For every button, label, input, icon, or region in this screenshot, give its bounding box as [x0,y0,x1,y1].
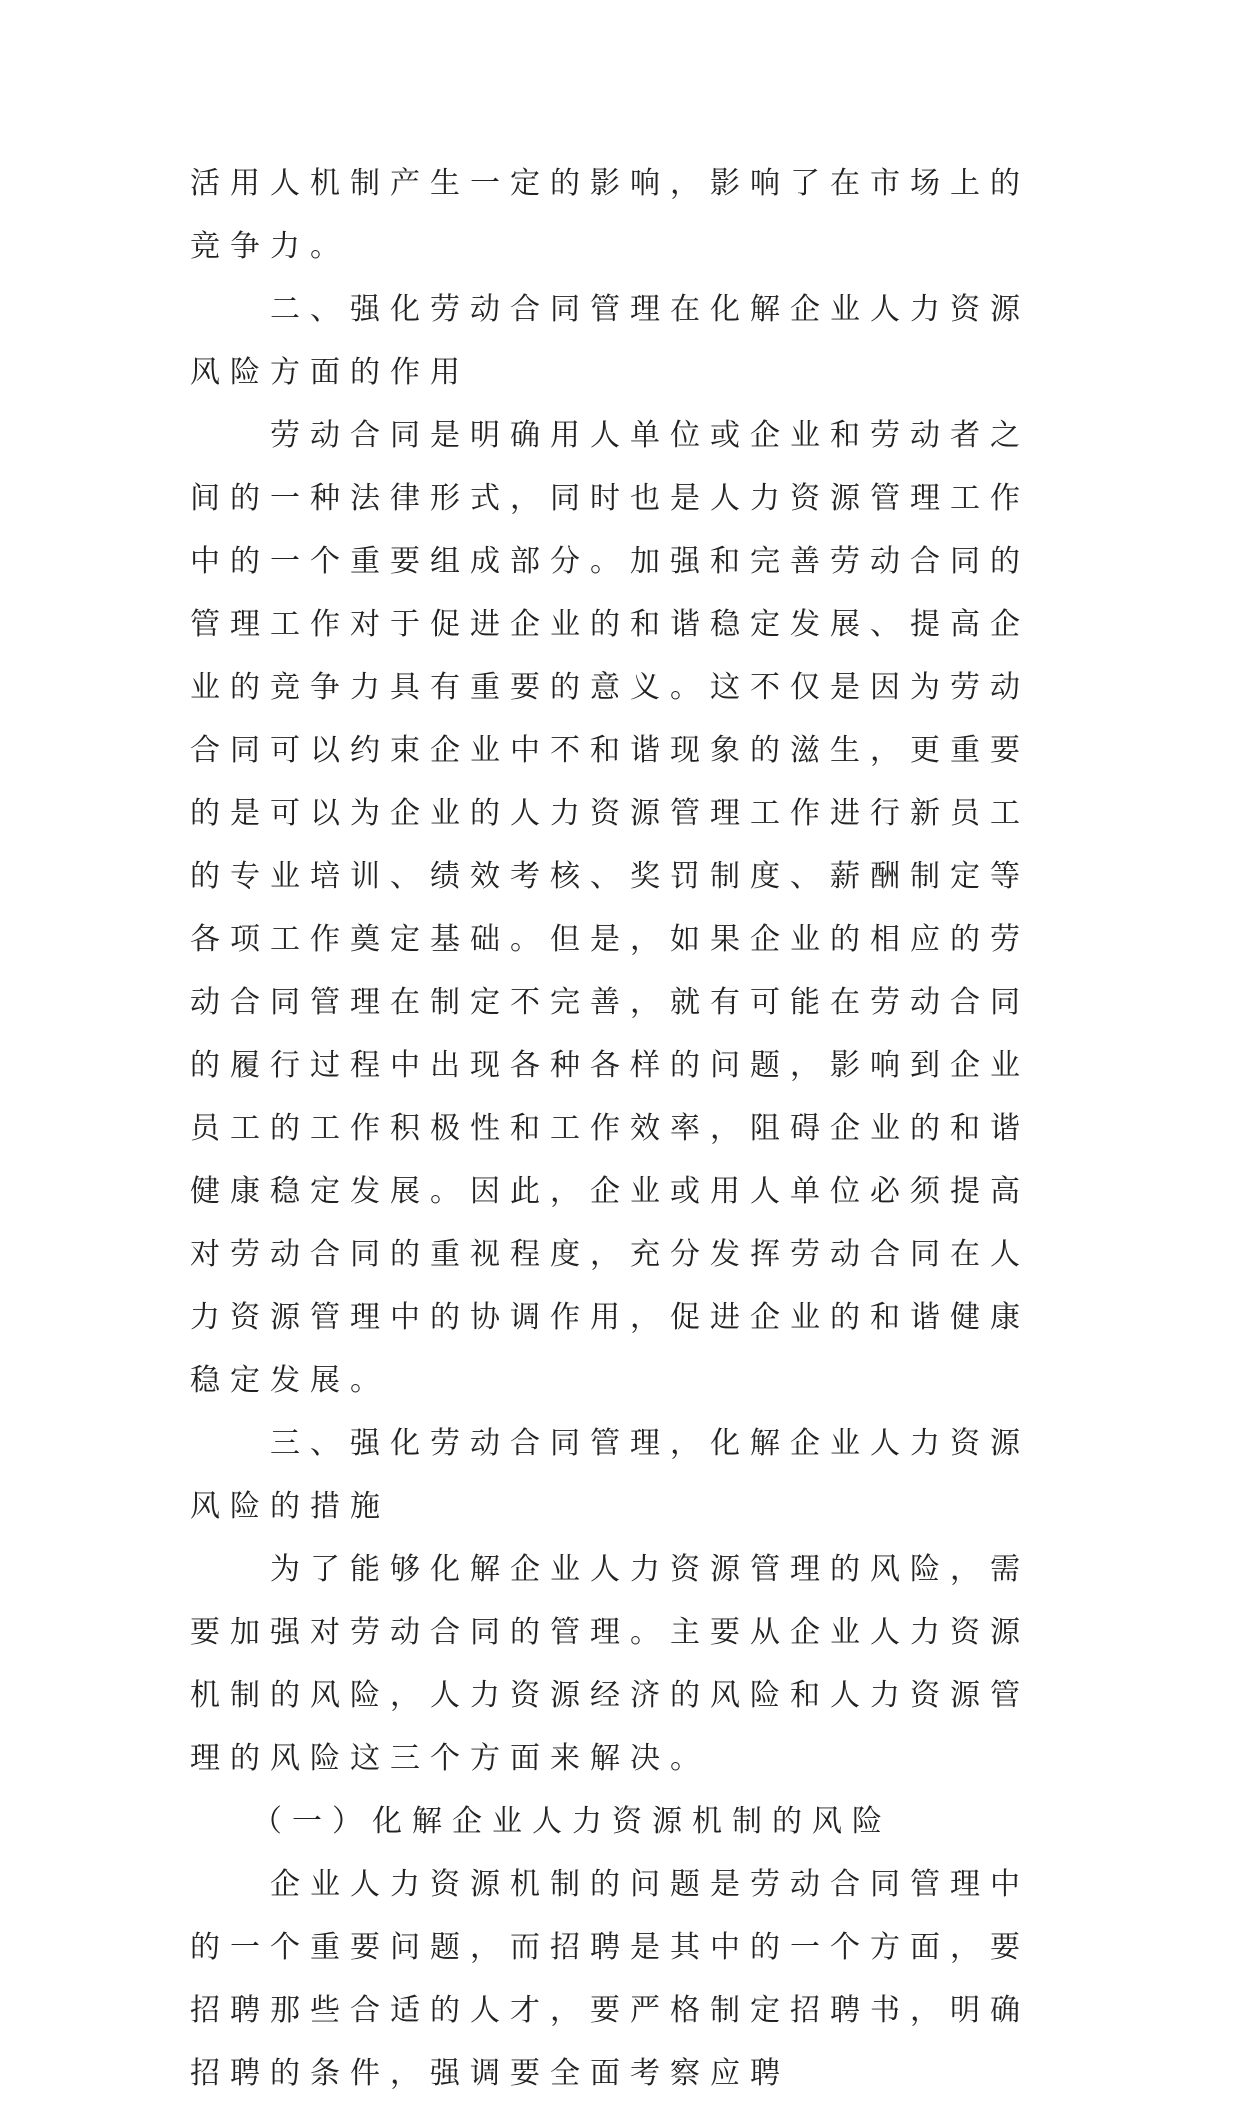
paragraph-labor-contract: 劳动合同是明确用人单位或企业和劳动者之间的一种法律形式，同时也是人力资源管理工作中的一个重要组成部分。加强和完善劳动合同的管理工作对于促进企业的和谐稳定发展、提高企业的竞争力具有重要的意义。这不仅是因为劳动合同可以约束企业中不和谐现象的滋生，更重要的是可以为企业的人力资源管理工作进行新员工的专业培训、绩效考核、奖罚制度、薪酬制定等各项工作奠定基础。但是，如果企业的相应的劳动合同管理在制定不完善，就有可能在劳动合同的履行过程中出现各种各样的问题，影响到企业员工的工作积极性和工作效率，阻碍企业的和谐健康稳定发展。因此，企业或用人单位必须提高对劳动合同的重视程度，充分发挥劳动合同在人力资源管理中的协调作用，促进企业的和谐健康稳定发展。 [190,418,1030,1398]
paragraph-continuation: 活用人机制产生一定的影响，影响了在市场上的竞争力。 [190,166,1030,264]
section-heading-3: 三、强化劳动合同管理，化解企业人力资源风险的措施 [190,1426,1030,1524]
paragraph-mechanism-risk: 企业人力资源机制的问题是劳动合同管理中的一个重要问题，而招聘是其中的一个方面，要招聘那些合适的人才，要严格制定招聘书，明确招聘的条件，强调要全面考察应聘 [190,1867,1030,2091]
paragraph-measures-intro: 为了能够化解企业人力资源管理的风险，需要加强对劳动合同的管理。主要从企业人力资源机制的风险，人力资源经济的风险和人力资源管理的风险这三个方面来解决。 [190,1552,1030,1776]
subsection-heading-1: （一）化解企业人力资源机制的风险 [252,1804,892,1839]
section-heading-2: 二、强化劳动合同管理在化解企业人力资源风险方面的作用 [190,292,1030,390]
document-body [190,152,1060,2105]
